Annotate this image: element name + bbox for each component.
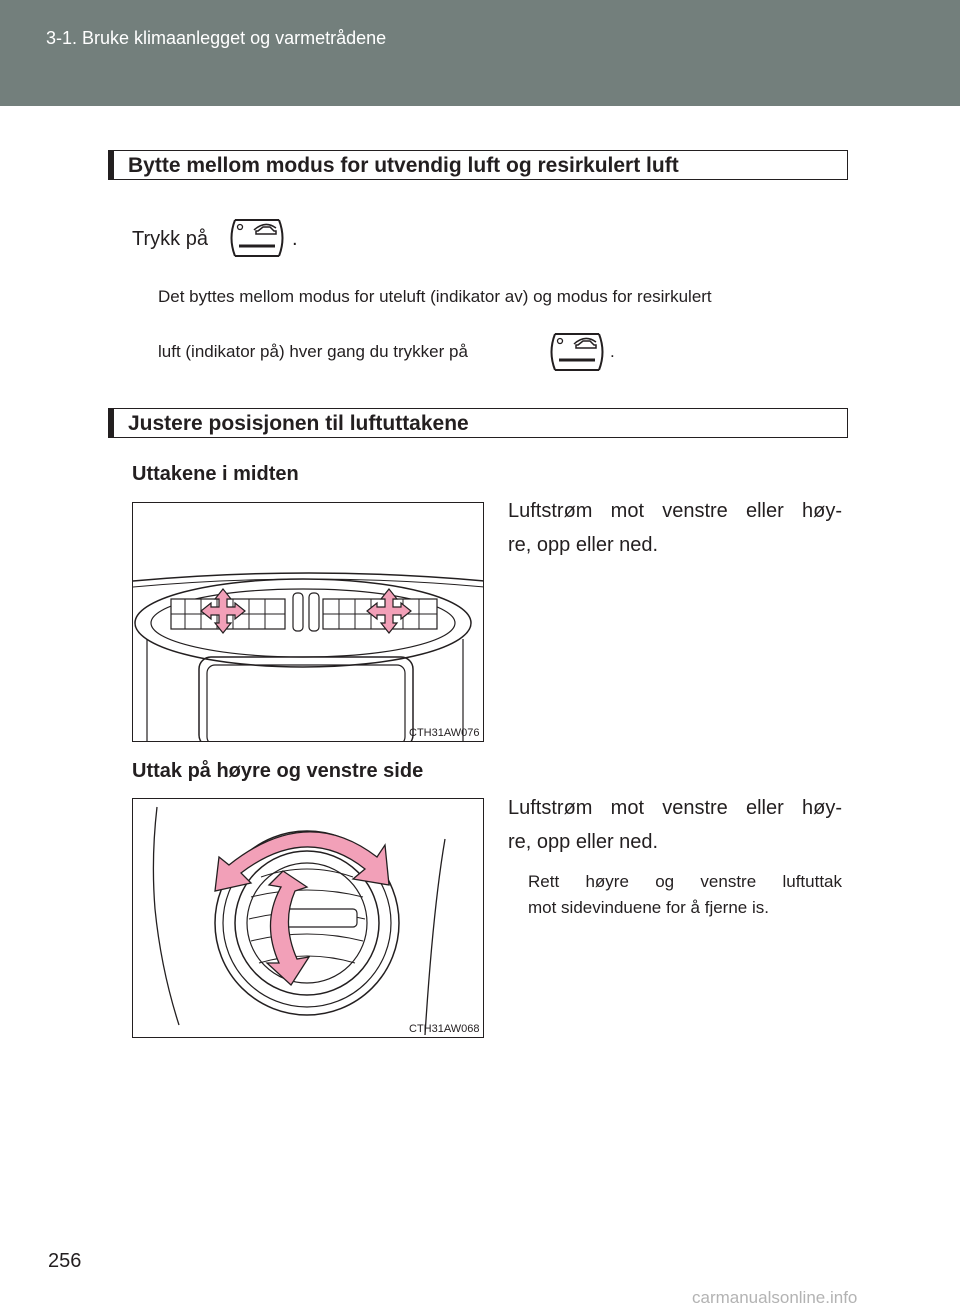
page-number: 256 [48,1250,82,1272]
page-header [0,0,960,106]
center-vents-desc-line-2: re, opp eller ned. [508,534,659,556]
center-vents-desc-line-1: Luftstrøm mot venstre eller høy- [508,500,842,522]
section-heading-text: Bytte mellom modus for utvendig luft og resirkulert luft [128,154,679,177]
note-line-2-prefix: luft (indikator på) hver gang du trykker på [158,342,468,361]
subheading-center-vents: Uttakene i midten [132,463,299,485]
subheading-side-vents: Uttak på høyre og venstre side [132,760,424,782]
instruction-prefix: Trykk på [132,228,208,250]
section-heading-vents [108,408,848,438]
side-vents-desc-line-2: re, opp eller ned. [508,831,659,853]
chapter-title: 3-1. Bruke klimaanlegget og varmetrådene [46,28,387,48]
side-vents-figure [132,798,484,1038]
section-heading-air-mode [108,150,848,180]
center-vents-illustration [133,503,484,742]
side-vents-desc-line-1: Luftstrøm mot venstre eller høy- [508,797,842,819]
recirculation-button-icon-inline [546,330,608,374]
side-vents-note-line-1: Rett høyre og venstre luftuttak [528,872,842,891]
recirculation-button-icon [226,216,288,260]
note-line-2-suffix: . [610,342,615,361]
section-heading-text: Justere posisjonen til luftuttakene [128,412,469,435]
watermark: carmanualsonline.info [692,1288,858,1307]
instruction-suffix: . [292,228,298,250]
side-vents-note-line-2: mot sidevinduene for å fjerne is. [528,898,769,917]
side-vent-illustration [133,799,484,1038]
figure-code: CTH31AW076 [409,727,480,739]
note-line-1: Det byttes mellom modus for uteluft (indikator av) og modus for resirkulert [158,287,712,306]
figure-code: CTH31AW068 [409,1023,480,1035]
center-vents-figure [132,502,484,742]
